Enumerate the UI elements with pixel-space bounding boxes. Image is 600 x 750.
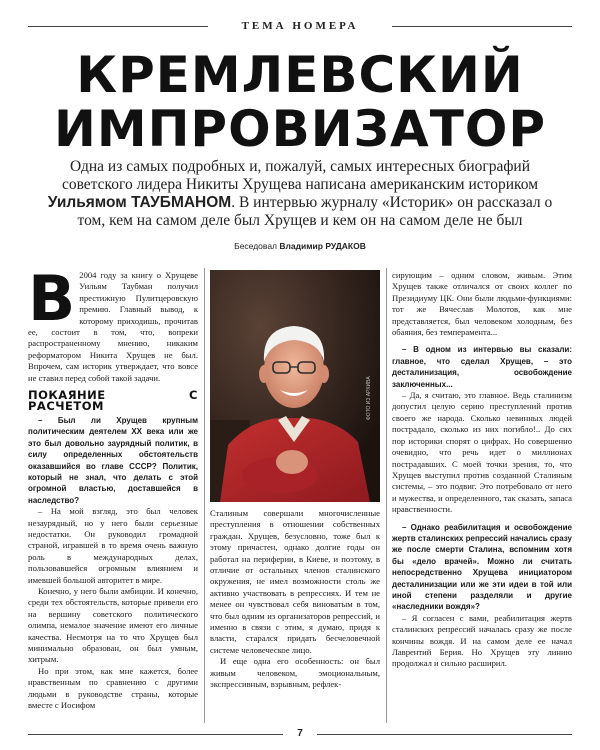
header-rule-right xyxy=(392,26,572,27)
page-number: 7 xyxy=(297,728,303,739)
lead-paragraph xyxy=(40,158,560,230)
lead-author-name: Уильямом ТАУБМАНОМ xyxy=(47,194,232,211)
column-1 xyxy=(28,270,198,725)
photo-credit: ФОТО ИЗ АРХИВА xyxy=(366,376,372,420)
byline xyxy=(0,241,600,251)
headline-line-1: КРЕМЛЕВСКИЙ xyxy=(76,46,524,104)
answer-3: Но при этом, как мне кажется, более нравственным по сравнению с другими людьми в руководстве страны, которые вместе с Иосифом xyxy=(28,665,198,711)
intro-paragraph: 2004 году за книгу о Хрущеве Уильям Таубман получил престижную Пулитцеровскую премию. Главный вывод, к которому приходишь, прочитав ее, состоит в том, что, вопреки распространенному мнению, никаким реформатором Никита Хрущев не был. Впрочем, сам историк утверждает, что вовсе не ставил перед собой такой задачи. xyxy=(28,270,198,383)
dropcap: В xyxy=(28,270,76,335)
column-divider-2 xyxy=(386,268,387,723)
column-divider-1 xyxy=(204,268,205,723)
column-2 xyxy=(210,508,380,725)
hand xyxy=(276,450,308,474)
portrait-illustration xyxy=(210,270,380,502)
ear-right xyxy=(319,365,329,383)
paragraph-col3-1: сирующим – одним словом, живым. Этим Хрущев также отличался от своих коллег по Президиуму ЦК. Они были людьми-функциями: тот же Вячеслав Молотов, как мне представляется, был человеком холодным, без обаяния, без темперамента... xyxy=(392,270,572,338)
answer-1: – На мой взгляд, это был человек незаурядный, но у него были серьезные недостатки. Он руководил громадной страной, игравшей в то время очень важную роль в международных делах, пользовавшейся огромным влиянием и имевшей большой авторитет в мире. xyxy=(28,506,198,585)
answer-4: – Да, я считаю, это главное. Ведь сталинизм допустил целую серию преступлений против своего же народа. Сколько невинных людей пострадало, сколько из них погибло!.. До сих пор историки спорят о цифрах. Но совершенно очевидно, что речь идет о миллионах пострадавших. С моей точки зрения, то, что Хрущев выступил против созданной Сталиным системы, – это подвиг. Это потребовало от него и мужества, и определенного, так сказать, запаса нравственности. xyxy=(392,390,572,515)
answer-2: Конечно, у него были амбиции. И конечно, среди тех обстоятельств, которые привели его на вершину советского политического олимпа, немалое значение имеют его личные качества. Несмотря на то что Хрущев был минимально образован, он был умным, хитрым. xyxy=(28,585,198,665)
byline-prefix: Беседовал xyxy=(234,241,280,251)
header-rule-left xyxy=(28,26,208,27)
ear-left xyxy=(259,365,269,383)
lead-text-1: Одна из самых подробных и, пожалуй, самых интересных биографий советского лидера Никиты Хрущева написана американским историком xyxy=(61,158,539,193)
headline-line-2: ИМПРОВИЗАТОР xyxy=(53,100,547,158)
footer-rule-right xyxy=(317,734,572,735)
lead-text-2: . В интервью журналу «Историк» он рассказал о том, кем на самом деле был Хрущев и кем он на самом деле не был xyxy=(77,194,553,229)
question-2: – В одном из интервью вы сказали: главное, что сделал Хрущев, – это десталинизация, освобождение заключенных... xyxy=(392,345,572,389)
section-label: ТЕМА НОМЕРА xyxy=(241,20,359,32)
question-1: – Был ли Хрущев крупным политическим деятелем XX века или же это был довольно заурядный политик, в силу определенных обстоятельств оказавшийся во главе СССР? Политик, который не знал, что делать с этой огромной властью, доставшейся в наследство? xyxy=(28,415,198,505)
portrait-photo xyxy=(210,270,380,502)
byline-author: Владимир РУДАКОВ xyxy=(279,241,366,251)
paragraph-col2-2: И еще одна его особенность: он был живым человеком, эмоциональным, экспрессивным, взрывным, рефлек- xyxy=(210,656,380,690)
paragraph-col2-1: Сталиным совершали многочисленные преступления в отношении собственных граждан. Хрущев, безусловно, тоже был к этому причастен, однако долгие годы он работал на периферии, в Киеве, и поэтому, в отличие от остальных членов сталинского окружения, не имел возможности столь же активно участвовать в репрессиях. И тем не менее он чувствовал себя виноватым в том, что был одним из организаторов репрессий, и именно в связи с этим, я думаю, придя к власти, старался придать бесчеловечной системе человеческое лицо. xyxy=(210,508,380,655)
question-3: – Однако реабилитация и освобождение жертв сталинских репрессий начались сразу же после смерти Сталина, вспомним хотя бы «дело врачей». Можно ли считать непосредственно Хрущева инициатором десталинизации или же эти идеи в той или иной степени разделяли и другие «наследники вождя»? xyxy=(392,522,572,612)
answer-5: – Я согласен с вами, реабилитация жертв сталинских репрессий началась сразу же после кончины вождя. И на самом деле ее начал Лаврентий Берия. Но Хрущев эту линию продолжал и сильно расширил. xyxy=(392,612,572,669)
subhead: ПОКАЯНИЕ С РАСЧЕТОМ xyxy=(28,388,198,414)
column-3 xyxy=(392,270,572,725)
